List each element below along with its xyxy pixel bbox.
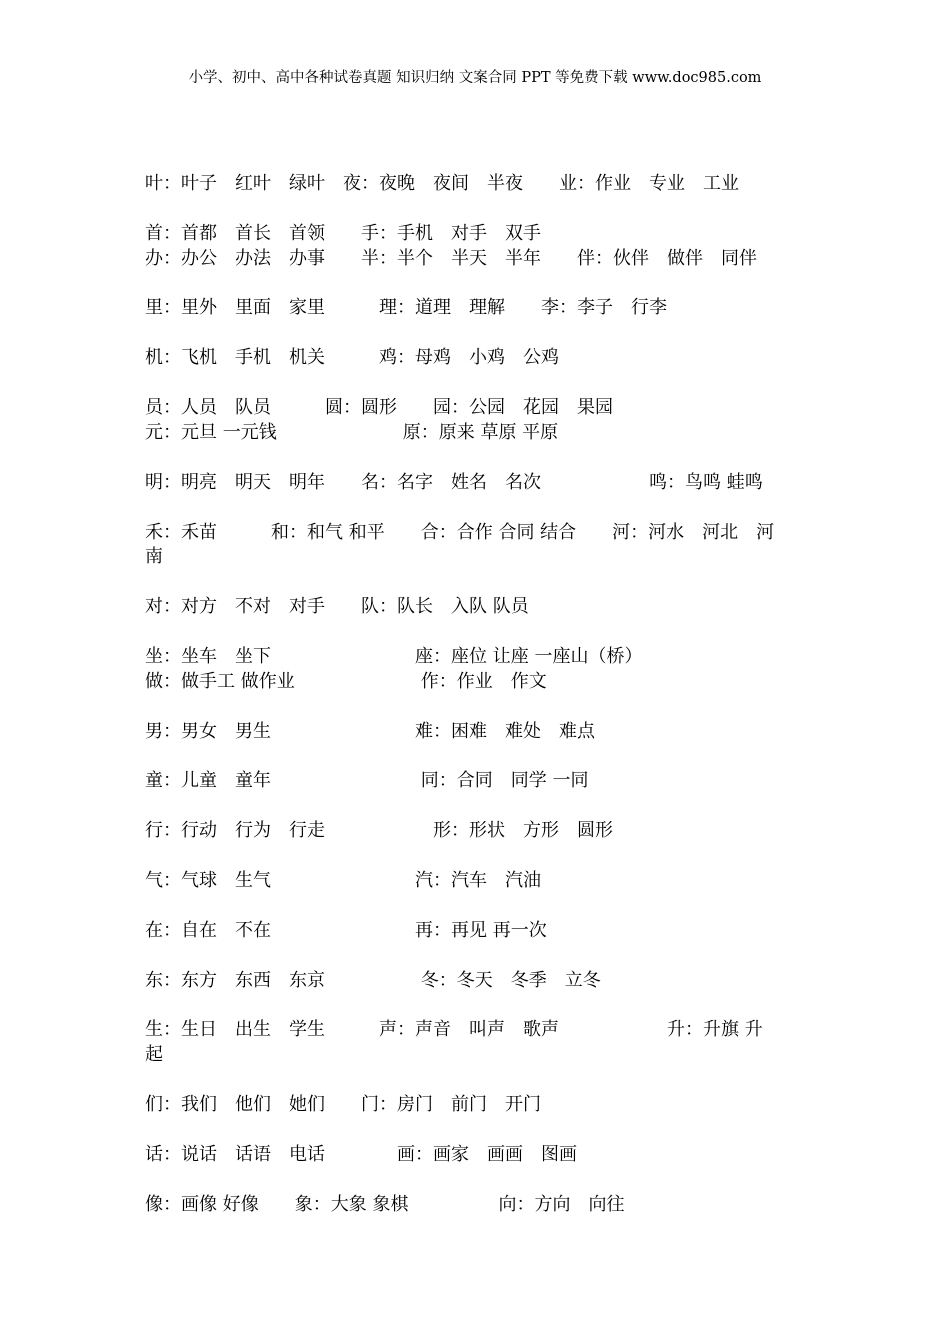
vocab-line: 起 xyxy=(145,1044,163,1065)
page-header: 小学、初中、高中各种试卷真题 知识归纳 文案合同 PPT 等免费下载 www.doc985.com xyxy=(188,70,762,86)
vocab-line: 东：东方 东西 东京 冬：冬天 冬季 立冬 xyxy=(145,970,601,991)
vocab-line: 坐：坐车 坐下 座：座位 让座 一座山（桥） xyxy=(145,646,643,667)
vocab-line: 机：飞机 手机 机关 鸡：母鸡 小鸡 公鸡 xyxy=(145,347,559,368)
vocab-line: 元：元旦 一元钱 原：原来 草原 平原 xyxy=(145,422,559,443)
vocab-line: 禾：禾苗 和：和气 和平 合：合作 合同 结合 河：河水 河北 河 xyxy=(145,522,775,543)
vocab-line: 对：对方 不对 对手 队：队长 入队 队员 xyxy=(145,596,529,617)
vocab-line: 南 xyxy=(145,546,163,567)
vocab-line: 生：生日 出生 学生 声：声音 叫声 歌声 升：升旗 升 xyxy=(145,1019,763,1040)
vocab-line: 员：人员 队员 圆：圆形 园：公园 花园 果园 xyxy=(145,397,613,418)
vocab-line: 童：儿童 童年 同：合同 同学 一同 xyxy=(145,770,589,791)
vocab-line: 叶：叶子 红叶 绿叶 夜：夜晚 夜间 半夜 业：作业 专业 工业 xyxy=(145,173,739,194)
vocab-line: 明：明亮 明天 明年 名：名字 姓名 名次 鸣：鸟鸣 蛙鸣 xyxy=(145,472,763,493)
vocab-line: 在：自在 不在 再：再见 再一次 xyxy=(145,920,547,941)
vocab-line: 办：办公 办法 办事 半：半个 半天 半年 伴：伙伴 做伴 同伴 xyxy=(145,248,757,269)
vocab-line: 首：首都 首长 首领 手：手机 对手 双手 xyxy=(145,223,541,244)
vocab-line: 男：男女 男生 难：困难 难处 难点 xyxy=(145,721,595,742)
vocab-line: 像：画像 好像 象：大象 象棋 向：方向 向往 xyxy=(145,1194,625,1215)
vocab-line: 气：气球 生气 汽：汽车 汽油 xyxy=(145,870,541,891)
vocab-line: 们：我们 他们 她们 门：房门 前门 开门 xyxy=(145,1094,541,1115)
vocab-line: 做：做手工 做作业 作：作业 作文 xyxy=(145,671,547,692)
vocab-line: 话：说话 话语 电话 画：画家 画画 图画 xyxy=(145,1144,577,1165)
vocab-line: 行：行动 行为 行走 形：形状 方形 圆形 xyxy=(145,820,613,841)
vocab-line: 里：里外 里面 家里 理：道理 理解 李：李子 行李 xyxy=(145,297,667,318)
